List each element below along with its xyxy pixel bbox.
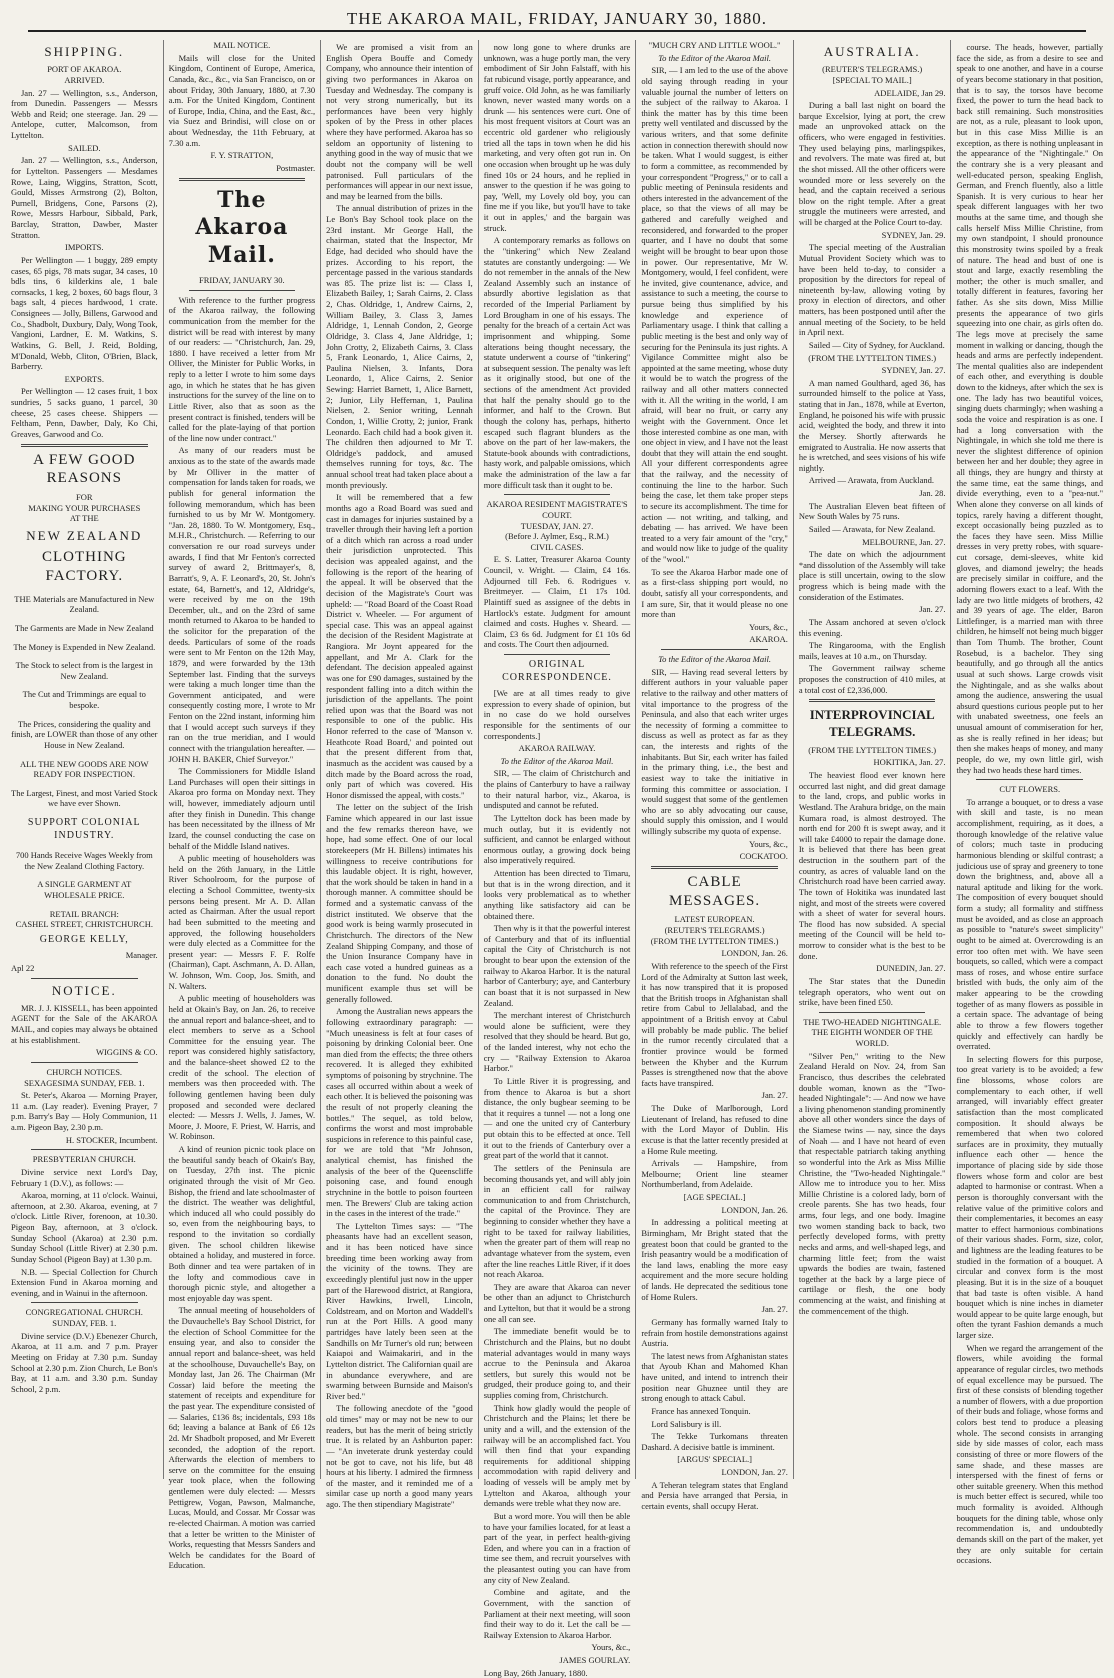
congregational-sunday: SUNDAY, FEB. 1. <box>52 1318 117 1328</box>
railway-heading: AKAROA RAILWAY. <box>518 743 596 754</box>
cable-heading: CABLE MESSAGES. <box>669 873 761 909</box>
news-item: The Australian Eleven beat fifteen of New South Wales by 75 runs. <box>798 500 946 522</box>
dateline: HOKITIKA, Jan. 27. <box>873 757 946 768</box>
congregational-heading: CONGREGATIONAL CHURCH. <box>25 1307 143 1318</box>
latest-heading: LATEST EUROPEAN. <box>674 914 755 925</box>
masthead-rule <box>28 30 1086 32</box>
presbyterian-list: Akaroa, morning, at 11 o'clock. Wainui, afternoon, at 2.30. Akaroa, evening, at 7 o'clock. Little River, forenoon, at 10.30. Pigeon Bay, afternoon, at 3 o'clock. Sunday School (Akaroa) at 2.30 p.m. Sunday School (Little River) at 2.30 p.m. Sunday School (Pigeon Bay) at 1.30 p.m. <box>11 1190 158 1264</box>
cable-item: With reference to the speech of the First Lord of the Admiralty at Sutton last week, it has now transpired that it is proposed that the British troops in Afghanistan shall retire from Cabul to Jellalabad, and the appointment of a British envoy at Cabul will probably be made public. The belief in the rumor recently circulated that a frontier province would be formed between the Khyber and the Kurrum Passes is strengthened now that the above facts have transpired. <box>641 960 788 1088</box>
australia-heading: AUSTRALIA. <box>823 44 921 59</box>
letter-paragraph: The Lyttelton dock has been made by much outlay, but it is evidently not sufficient, and cannot be enlarged without enormous outlay, a growing dock being also imperatively required. <box>483 812 631 866</box>
ad-reason-7: ALL THE NEW GOODS ARE NOW READY FOR INSPECTION. <box>20 758 149 780</box>
article-paragraph: now long gone to where drunks are unknown, was a huge portly man, the very embodiment of Sir John Falstaff, with his fat rubicund visage, portly appearance, and gruff voice. Old John, as he was familiarly known, never wasted many words on a drunk — his sentences were curt. One of his most frequent visitors at Court was an eccentric old gardener who religiously tried all the taps in town when he did his marketing, and very often got run in. On one occasion when brought up he was duly fined 10s or 24 hours, and he replied in answer to the question if he was going to pay, 'Well, my Lovely old boy, you can fine me if you like, but you'll have to take it out in apples,' and the bargain was struck. <box>483 42 631 233</box>
column-4 <box>479 40 637 1678</box>
source-line: (FROM THE LYTTELTON TIMES.) <box>650 935 779 946</box>
ad-for: FOR <box>76 492 93 502</box>
news-item: The Government railway scheme proposes the construction of 410 miles, at a total cost of £2,336,000. <box>798 663 946 695</box>
mail-notice-signature: F. Y. STRATTON, <box>210 150 274 161</box>
age-special: [AGE SPECIAL.] <box>683 1192 746 1202</box>
church-text: St. Peter's, Akaroa — Morning Prayer, 11 a.m. (Lay reader). Evening Prayer, 7 p.m. Barry's Bay — Holy Communion, 11 a.m. Pigeon Bay, 2.30 p.m. <box>11 1090 158 1132</box>
ad-firm-line1: NEW ZEALAND <box>26 527 143 543</box>
dateline: Jan. 27. <box>761 1304 788 1315</box>
letter-paragraph: SIR, — I am led to the use of the above old saying through reading in your valuable journal the number of letters on the subject of the railway to Akaroa. I think the matter has by this time been pretty well ventilated and discussed by the various writers, and that some definite action in connection therewith should now be taken. What I would suggest, is either to form a committee, as recommended by your correspondent "Progress," or to call a public meeting of Peninsula residents and others interested in the advancement of the place, so that the views of all may be gathered and carefully weighed and reconsidered, and forwarded to the proper quarter, and I have no doubt that some weight will be brought to bear upon those in power. Our representative, Mr W. Montgomery, would, I feel confident, were he invited, give countenance, advice, and assistance to such a meeting, the course to pursue being thus simplified by his knowledge and experience of Parliamentary usage. I think that calling a public meeting is the best and only way of securing for the Peninsula its just rights. A Vigilance Committee might also be appointed at the same meeting, whose duty it would be to watch the progress of the railway and all other matters connected with it. All the writing in the world, I am afraid, will bear no fruit, or carry any weight with the Government. Once let those interested combine as one man, with one object in view, and I have not the least doubt that they will attain the end sought. All your different correspondents agree that the railway, and the necessity of continuing the line to the harbor. Such being the case, let them take proper steps to secure its accomplishment. The time for action — not writing, and talking, and debating — has arrived. We have been treated to a very fair amount of the "cry," and would now like to judge of the quality of the "wool." <box>641 65 788 564</box>
court-before: (Before J. Aylmer, Esq., R.M.) <box>505 531 609 542</box>
divider <box>661 649 768 650</box>
paper-nameplate: The Akaroa Mail. <box>195 186 289 268</box>
column-2 <box>164 40 322 1571</box>
church-heading: CHURCH NOTICES. <box>46 1066 123 1077</box>
news-item: The Ringarooma, with the English mails, leaves at 10 a.m., on Thursday. <box>798 640 946 661</box>
reuter-line: (REUTER'S TELEGRAMS.) <box>822 64 923 75</box>
article-paragraph: In selecting flowers for this purpose, too great variety is to be avoided; a few fine blossoms, whose colors are complementary to each other, if well arranged, will invariably effect greater satisfaction than the most complicated composition. It should always be remembered that when two colored surfaces are in proximity, they mutually influence each other — hence the importance of placing side by side those flowers whose form and color are best adapted to harmonise or contrast. When a person is thoroughly conversant with the relative value of the primitive colors and their complementaries, it becomes an easy matter to effect harmonious combinations of their various shades. Form, size, color, and lightness are the leading features to be studied in the formation of a bouquet. A circular and convex form is the most pleasing. But it is in the size of a bouquet that bad taste is often visible. A hand bouquet which is nine inches in diameter would appear to be quite large enough, but often the tyrant Fashion demands a much larger size. <box>956 1053 1104 1340</box>
news-item: During a ball last night on board the barque Excelsior, lying at port, the crew made an unprovoked attack on the officers, who were engaged in festivities. They used belaying pins, marlingspikes, and revolvers. The mate was fired at, but the shot missed. All the other officers were wounded more or less severely on the head, and the captain received a serious blow on the right temple. After a great struggle the mutineers were arrested, and will be charged at the Police Court to-day. <box>798 100 946 227</box>
ad-reason-4: The Stock to select from is the largest in New Zealand. <box>15 660 153 681</box>
letter-paragraph: SIR, — Having read several letters by different authors in your valuable paper relative to the railway and other matters of vital importance to the progress of the Peninsula, and also that each writer urges the necessity of forming a committee to discuss as well as protect as far as they can, the interests and rights of the inhabitants. But Sir, each writer has failed in the primary thing, i.e., the best and easiest way to take the initiative in forming this committee or association. I would suggest that some of the gentlemen who are so ably advocating our cause, should supply this omission, and I would willingly subscribe my quota of expense. <box>641 666 788 836</box>
divider <box>504 494 611 495</box>
news-item: Arrived — Arawata, from Auckland. <box>808 475 934 486</box>
argus-special: [ARGUS' SPECIAL.] <box>677 1454 752 1465</box>
news-item: The special meeting of the Australian Mutual Provident Society which was to have been held to-day, to consider a proposition by the directors for repeal of nineteenth by-law, allowing voting by proxy in election of directors, and other matters, has been postponed until after the annual meeting of the Society, to be held in April next. <box>798 242 946 338</box>
dateline: SYDNEY, Jan. 29. <box>881 229 946 240</box>
letter-signoff: Yours, &c., <box>749 838 788 849</box>
nightingale-text-continued: course. The heads, however, partially face the side, as from a desire to see and speak to one another, and have in a course of years become stationary in that position, that is to say, the torsos have become fixed, the power to turn the head back to back still remaining. Such monstrosities are not, as a rule, pleasant to look upon, but in this case Miss Millie is an exception, as there is nothing unpleasant in the appearance of the "Nightingale." On the contrary she is a very pleasant and well-educated person, speaking English, German, and French fluently, also a little Spanish. It is very curious to hear her speak different languages with her two mouths at the same time, and though she calls herself Miss Millie Christine, from my own standpoint, I should pronounce this monstrosity twins spoiled by a freak of nature. The head and bust of one is stout and large, exactly resembling the mother; the other is much smaller, and totally different in features, favoring her father. As she sits down, Miss Millie presents the appearance of two girls squeezing into one chair, as girls often do. The legs move at precisely the same moment in walking or dancing, though the heads and arms are perfectly independent. The mental qualities also are independent of each other, and everything is double down to the kidneys, after which the sex is one. The lady has two beautiful voices, singing duets charmingly; when washing a soda the voice and respiration is as one. I had a long conversation with the Nightingale, in which she told me there is never the slightest difference of opinion between her and her double; they agree in all things, they are hungry and thirsty at the same time, eat the same things, and divide everything, even to a "pea-nut." When alone they converse on all kinds of topics, rarely having a different thought, except occasionally being puzzled as to the faces they have seen. Miss Millie dresses in very pretty robes, with square-cut corsage, demi-sleeves, white kid gloves, and diamond jewelry; the heads are precisely similar in coiffure, and the adorning flowers exact to a leaf. With the lady are two little midgets of brothers, 42 and 39 years of age. The elder, Baron Littlefinger, is a married man with three children, he himself not being much bigger than Tom Thumb. The brother, Count Rosebud, is a bachelor. They sing beautifully, and go through all the antics usual at such shows. Large crowds visit the Nightingale, and as she walks about among the audience, answering the usual absurd questions curious people put to her with unabated sweetness, one feels an unusual amount of commiseration for her, as she is really refined in her ideas; but then she makes heaps of money, and many people, do we, my own little girl, wish they had two heads these hard times. <box>956 42 1104 775</box>
ad-manager-title: Manager. <box>125 950 158 961</box>
dateline: LONDON, Jan. 26. <box>721 1204 788 1215</box>
divider <box>504 654 611 655</box>
ad-support: SUPPORT COLONIAL INDUSTRY. <box>27 817 141 841</box>
column-1 <box>6 40 164 1479</box>
dateline: SYDNEY, Jan. 27. <box>881 365 946 376</box>
paper-date: FRIDAY, JANUARY 30. <box>199 275 285 285</box>
church-signature: H. STOCKER, Incumbent. <box>65 1134 158 1145</box>
notice-heading: NOTICE. <box>51 982 117 998</box>
letter-heading: "MUCH CRY AND LITTLE WOOL." <box>648 40 781 50</box>
mail-notice-text: Mails will close for the United Kingdom, Continent of Europe, America, Canada, &c., &c., via San Francisco, on or about Friday, 30th January, 1880, at 7.30 a.m. For the United Kingdom, Continent of Europe, India, China, and the East, &c., via Suez and Brindisi, will close on or about Wednesday, the 11th February, at 7.30 a.m. <box>168 52 316 148</box>
ad-manager: GEORGE KELLY, <box>39 933 129 945</box>
letter-paragraph: The immediate benefit would be to Christchurch and the Plains, but no doubt material advantages would in many ways accrue to the Peninsula and Akaroa settlers, but surely this would not be grudged, their produce going to, and their supplies coming from, Christchurch. <box>483 1326 631 1400</box>
shipping-heading: SHIPPING. <box>44 44 125 59</box>
news-item: The Star states that the Dunedin telegraph operators, who went out on strike, have been fined £50. <box>798 975 946 1008</box>
port-heading: PORT OF AKAROA. <box>47 64 122 75</box>
cable-item: The Tekke Turkomans threaten Dashard. A decisive battle is imminent. <box>641 1431 788 1452</box>
ad-address: CASHEL STREET, CHRISTCHURCH. <box>15 919 153 930</box>
cable-item: France has annexed Tonquin. <box>651 1405 751 1416</box>
cable-item: The latest news from Afghanistan states that Ayoub Khan and Mahomed Khan have united, and intend to intrench their position near Ghuznee until they are strong enough to attack Cabul. <box>641 1350 788 1404</box>
congregational-text: Divine service (D.V.) Ebenezer Church, Akaroa, at 11 a.m. and 7 p.m. Prayer Meeting on Friday at 7.30 p.m. Sunday School at 2.30 p.m. Zion Church, Le Bon's Bay, at 11 a.m. and 3.30 p.m. Sunday School, 2 p.m. <box>11 1330 158 1394</box>
exports-heading: EXPORTS. <box>64 373 104 384</box>
letter-paragraph: Combine and agitate, and the Government, with the sanction of Parliament at their next meeting, will soon find their way to do it. Let the call be — Railway Extension to Akaroa Harbor. <box>483 1587 631 1640</box>
imports-heading: IMPORTS. <box>65 242 104 253</box>
church-sunday: SEXAGESIMA SUNDAY, FEB. 1. <box>24 1077 145 1088</box>
article-paragraph: Among the Australian news appears the following extraordinary paragraph: — "Much uneasiness is felt at four cases of poisoning by drinking Colonial beer. One man died from the effects; the three others recovered. It is alleged they exhibited symptoms of poisoning by strychnine. The cases all occurred within about a week of each other. It is believed the poisoning was the result of not properly cleaning the bottles." The sequel, as told below, confirms the worst and most improbable suspicions in reference to this painful case, for we are told that "Mr Johnson, analytical chemist, has finished the analysis of the beer of the Queenscliffe poisoning case, and found enough strychnine in the bottle to poison fourteen men. The Brewers' Club are taking action in the cases in the interest of the trade." <box>326 1006 473 1219</box>
letter-paragraph: To Little River it is progressing, and from thence to Akaroa is but a short distance, the only bugbear seeming to be that it requires a tunnel — not a long one — and one the united cry of Canterbury put obtain this to be effected at once. Tell it out to the friends of Canterbury over a great part of the world that it cannot. <box>483 1075 631 1161</box>
ad-heading: A FEW GOOD REASONS <box>33 451 136 487</box>
divider <box>809 699 936 702</box>
column-7 <box>951 40 1108 1566</box>
article-paragraph: When we regard the arrangement of the flowers, while avoiding the formal appearance of regular circles, two methods of equal excellence may be pursued. The first of these consists of blending together a number of flowers, with a due proportion of their buds and foliage, whose forms and colors best tend to produce a pleasing whole. The second consists in arranging side by side masses of color, each mass consisting of three or more flowers of the same shade, and these masses are interspersed with the finest of ferns or other suitable greenery. When this method is much better effect is secured, while too much formality is avoided. Although bouquets for the dining table, whose only recommendation is, and undoubtedly demands skill on the part of the maker, yet they are only suitable for certain occasions. <box>956 1342 1104 1566</box>
letter-dateline: Long Bay, 26th January, 1880. <box>483 1667 588 1678</box>
divider <box>651 866 778 869</box>
article-paragraph: A kind of reunion picnic took place on the beautiful sandy beach of Okain's Bay, on Tuesday, 27th inst. The picnic originated through the visit of Mr Geo. Bishop, the friend and late schoolmaster of the district. The weather was delightful, which induced all who could possibly do so, even from the neighbouring bays, to respond to the invitation so cordially given. The school children likewise obtained a holiday, and mustered in force. Both dinner and tea were partaken of in the lofty and commodious cave in thorough picnic style, and altogether a most enjoyable day was spent. <box>168 1144 316 1303</box>
article-paragraph: The Commissioners for Middle Island Land Purchases will open their sittings in Akaroa pro forma on Monday next. They will, however, immediately adjourn until after they finish in Dunedin. This change has been necessitated by the illness of Mr Izard, the counsel conducting the case on behalf of the Middle Island natives. <box>168 766 316 851</box>
ad-firm-line2: CLOTHING FACTORY. <box>41 549 127 584</box>
ad-date: Apl 22 <box>11 962 35 973</box>
cut-flowers-heading: CUT FLOWERS. <box>999 784 1061 795</box>
letter-paragraph: They are aware that Akaroa can never be other than an adjunct to Christchurch and Lyttelton, but that it would be a strong one all can see. <box>483 1281 631 1324</box>
divider <box>31 978 138 979</box>
dateline: Jan. 27. <box>761 1090 788 1101</box>
article-paragraph: As many of our readers must be anxious as to the state of the awards made by Mr Olliver in the matter of compensation for lands taken for roads, we publish for general information the following memorandum, which has been furnished to us by Mr W. Montgomery. "Jan. 28, 1880. To W. Montgomery, Esq., M.H.R., Christchurch. — Referring to our conversation re our road surveys under awards, I find that Mr Fenton's corrected survey of award 2, Brittmayer's, 8, Barratt's, 9, A. F. Leonard's, 20, St. John's estate, 64, Barnett's, and 12, Aldridge's, were received by me on the 19th December, ult., and on the 23rd of same month returned to Akaroa to be handed to the solicitor for the preparation of the deeds. Particulars of some of the roads were sent to Mr Fenton on the 12th May, 1879, and were forwarded by the 13th September last. Finding that the surveys were taking a much longer time than the Government anticipated, and were consequently costing more, I wrote to Mr Fenton on the 22nd instant, informing him that I would accept such surveys if they ran on the true meridian, and I would connect with the triangulation hereafter. — JOHN H. BAKER, Chief Surveyor." <box>168 445 316 764</box>
dateline: Jan. 28. <box>919 488 946 498</box>
exports-text: Per Wellington — 12 cases fruit, 1 box sundries, 5 sacks guano, 1 parcel, 30 cheese, 25 cases cheese. Shippers — Feltham, Penn, Dawber, Daly, Ko Chi, Greaves, Garwood and Co. <box>11 386 158 439</box>
letter-signature: COCKATOO. <box>739 851 788 862</box>
article-paragraph: The following anecdote of the "good old times" may or may not be new to our readers, but has the merit of being strictly true. It is related by an Ashburton paper: — "An inveterate drunk yesterday could not be got to cave, not his life, but 48 hours at his liberty. I admired the firmness of the master, and it reminded me of a similar case up north a good many years ago. The then stipendiary Magistrate" <box>326 1403 473 1509</box>
ad-reason-8: The Largest, Finest, and most Varied Stock we have ever Shown. <box>11 787 158 809</box>
ad-reason-3: The Money is Expended in New Zealand. <box>13 641 156 652</box>
dateline: LONDON, Jan. 27. <box>721 1467 788 1477</box>
notice-text: MR. J. J. KISSELL, has been appointed AGENT for the Sale of the AKAROA MAIL, and copies may always be obtained at his establishment. <box>11 1002 158 1045</box>
dateline: LONDON, Jan. 26. <box>721 948 788 959</box>
dateline: DUNEDIN, Jan. 27. <box>876 963 946 974</box>
imports-text: Per Wellington — 1 buggy, 289 empty cases, 65 pigs, 78 mats sugar, 34 cases, 10 bdls tins, 6 kilderkins ale, 1 bale cornsacks, 1 keg, 2 boxes, 60 bags flour, 3 bags salt, 4 pieces hardwood, 1 crate. Consignees — Jolly, Billens, Garwood and Co., Shadbolt, Duxbury, Daly, Wong Took, Vangioni, Lardner, E. M. Watkins, S. Watkins, G. Bell, J. Reid, Bolding, M'Donald, Webb, Cliton, O'Brien, Black, Barberry. <box>11 254 158 372</box>
presbyterian-heading: PRESBYTERIAN CHURCH. <box>32 1154 136 1165</box>
railway-to-editor: To the Editor of the Akaroa Mail. <box>500 755 614 766</box>
article-paragraph: The annual distribution of prizes in the Le Bon's Bay School took place on the 23rd instant. Mr George Hall, the chairman, stated that the Inspector, Mr Edge, had decided who should have the prizes. According to his report, the percentage passed in the various standards was 85. The prize list is: — Class I, Elizabeth Bailey, 1; Sarah Cairns, 2. Class 2, Chas. Oldridge, 1, Andrew Cairns, 2, William Bailey, 3. Class 3, James Aldridge, 1, Lennah Condon, 2, George Oldridge, 3. Class 4, Jane Aldridge, 1; John Crotty, 2, Elizabeth Cairns, 3. Class 5, Frank Leonardo, 1, Alice Cairns, 2, Paulina Nielsen, 3. Infants, Dora Leonardo, 1, Alice Cairns, 2. Senior Sewing: Harriet Barnett, 1, Alice Barnett, 2; Junior, Lily Heffernan, 1, Paulina Nielsen, 2. Senior writing, Lennah Condon, 1, Willie Crotty, 2; junior, Frank Leonardo. Each child had a book given it. The children then adjourned to Mr T. Oldridge's paddock, and amused themselves running for toys, &c. The annual school treat had taken place about a month previously. <box>326 203 473 490</box>
clothing-factory-ad <box>11 451 158 974</box>
source-line: (FROM THE LYTTELTON TIMES.) <box>808 744 937 755</box>
letter-paragraph: SIR, — The claim of Christchurch and the plains of Canterbury to have a railway to their natural harbor, viz., Akaroa, is undisputed and cannot be refuted. <box>483 768 631 811</box>
article-paragraph: A contemporary remarks as follows on the "tinkering" which New Zealand statutes are constantly undergoing: — We do not remember in the annals of the New Zealand Assembly such an instance of absurdly abortive legislation as that recorded of the Imperial Parliament by Lord Brougham in one of his essays. The penalty for the breach of a certain Act was imprisonment and whipping. Some alterations being thought necessary, the statute underwent a course of "tinkering" at subsequent session. The penalty was left as it originally stood, but one of the sections of the amendment Act provided that half the penalty should go to the informer, and half to the Crown. But though the colony has, perhaps, hitherto escaped such flagrant blunders as the above on the part of her law-makers, the Statute-book abounds with contradictions, hasty work, and palpable omissions, which make the administration of the law a far more difficult task than it ought to be. <box>483 235 631 490</box>
divider <box>31 1302 138 1303</box>
ad-at: AT THE <box>69 513 99 524</box>
article-paragraph: We are promised a visit from an English Opera Bouffe and Comedy Company, who announce their intention of giving two performances in Akaroa on Tuesday and Wednesday. The company is not very strong numerically, but its performances have been very highly spoken of by the Press in other places where they have performed. Akaroa has so seldom an opportunity of listening to anything good in the way of music that we doubt not the company will be well patronised. Full particulars of the performances will appear in our next issue, and may be learned from the bills. <box>326 42 473 201</box>
special-line: [SPECIAL TO MAIL.] <box>832 74 912 85</box>
divider <box>976 779 1083 780</box>
divider <box>31 1062 138 1063</box>
letter-to-editor: To the Editor of the Akaroa Mail. <box>658 654 771 664</box>
presbyterian-note: N.B. — Special Collection for Church Extension Fund in Akaroa morning and evening, and in Wainui in the afternoon. <box>11 1266 158 1298</box>
dateline: MELBOURNE, Jan. 27. <box>862 536 946 547</box>
article-paragraph: The Lyttelton Times says: — "The pheasants have had an excellent season, and it has been noticed have since breeding time been working away from the vicinity of the towns. They are exceedingly plentiful just now in the upper part of the Harewood district, at Rangiora, River Hawkins, Irwell, Lincoln, Coldstream, and on Morton and Waddell's run at the Port Hills. A good many partridges have lately been seen at the Sandhills on Mr Turner's old run; between Kaiapoi and Waimakariri, and in the Lyttelton district. The Californian quail are in abundance everywhere, and are swarming between Burnside and Maison's River bed." <box>326 1220 473 1401</box>
letter-signature: AKAROA. <box>749 634 788 645</box>
ad-reason-1: THE Materials are Manufactured in New Zealand. <box>14 593 155 615</box>
court-text: E. S. Latter, Treasurer Akaroa County Council, v. Wright. — Claim, £4 16s. Adjourned till Feb. 6. Rodrigues v. Breitmeyer. — Claim, £1 17s 10d. Plaintiff sued as assignee of the debts in Hartlock's estate. Judgment for amount claimed and costs. Hughes v. Sheard. — Claim, £3 6s 6d. Judgment for £1 10s 6d and costs. The Court then adjourned. <box>483 554 631 650</box>
letter-paragraph: To see the Akaroa Harbor made one of as a first-class shipping port would, no doubt, satisfy all your correspondents, and I am sure, Sir, that it would please no one more than <box>641 566 788 620</box>
arrived-text: Jan. 27 — Wellington, s.s., Anderson, from Dunedin. Passengers — Messrs Webb and Reid; one steerage. Jan. 29 — Antelope, cutter, Malcomson, from Lyttelton. <box>11 87 158 140</box>
news-item: The heaviest flood ever known here occurred last night, and did great damage to the land, crops, and public works in Westland. The Arahura bridge, on the main Kumara road, is almost destroyed. The north end for 200 ft is swept away, and it will take £4000 to repair the damage done. It is believed that there has been great destruction in the southern part of the country, as acres of valuable land on the Christchurch road have been carried away. The town of Hokitika was inundated last night, and most of the streets were covered with a sheet of water for several hours. The flood has now subsided. A special meeting of the Council will be held to-morrow to consider what is the best to be done. <box>798 770 946 961</box>
interprovincial-heading: INTERPROVINCIAL TELEGRAMS. <box>809 707 935 739</box>
cable-item: A Teheran telegram states that England and Persia have arranged that Persia, in certain events, shall occupy Herat. <box>641 1479 788 1511</box>
letter-paragraph: The settlers of the Peninsula are becoming thousands yet, and will ably join in an efficient call for railway communication to and from Christchurch, the capital of the Province. They are beginning to consider whether they have a right to be taxed for railway liabilities, when the greater part of them will reap no advantage whatever from the system, even after the line reaches Little River, if it does not reach Akaroa. <box>483 1162 631 1280</box>
article-paragraph: A public meeting of householders was held on the 26th January, in the Little River Schoolroom, for the purpose of electing a School Committee, twenty-six persons being present. Mr A. D. Allan acted as Chairman. After the usual report had been submitted to the meeting and approved, the following householders were duly elected as a Committee for the present year: — Messrs F. F. Rolfe (Chairman), Capt. Aschmann, A. D. Allan, W. Johnson, Wm. Coop, Jos. Smith, and N. Walters. <box>168 853 316 991</box>
news-item: The date on which the adjournment *and dissolution of the Assembly will take place is still uncertain, owing to the slow progress which is being made with the consideration of the Estimates. <box>798 549 946 602</box>
letter-signature: JAMES GOURLAY. <box>559 1655 631 1665</box>
divider <box>179 178 306 181</box>
court-date: TUESDAY, JAN. 27. <box>520 520 594 531</box>
news-item: Sailed — Arawata, for New Zealand. <box>808 523 936 534</box>
notice-signature: WIGGINS & CO. <box>95 1047 158 1058</box>
article-paragraph: A public meeting of householders was held at Okain's Bay, on Jan. 26, to receive the annual report and balance-sheet, and to elect members to serve as a School Committee for the ensuing year. The report was considered highly satisfactory, and the balance-sheet showed £2 to the credit of the school. The election of members was then proceeded with. The following gentlemen having been duly proposed and seconded were declared elected: — Messrs J. Wells, J. James, W. Moore, J. Moore, F. Priest, W. Harris, and W. Robinson. <box>168 993 316 1142</box>
letter-signoff: Yours, &c., <box>749 621 788 632</box>
article-paragraph: With reference to the further progress of the Akaroa railway, the following communication from the member for the district will be read with interest by many of our readers: — "Christchurch, Jan. 29, 1880. I have received a letter from Mr Olliver, the Minister for Public Works, in reply to a letter I wrote to him some days ago, in which he states that he has given instructions for the survey of the line on to Little River, also that as soon as the present contract is finished, tenders will be called for the plate-laying of that portion of the line now under contract." <box>168 294 316 443</box>
presbyterian-intro: Divine service next Lord's Day, February 1 (D.V.), as follows: — <box>11 1166 158 1188</box>
cable-item: Lord Salisbury is ill. <box>651 1418 722 1429</box>
letter-paragraph: The merchant interest of Christchurch would alone be sufficient, were they resolved that they should be heard. But go, of the landed interest, why not echo the cry — "Railway Extension to Akaroa Harbor." <box>483 1010 631 1074</box>
letter-paragraph: Then why is it that the powerful interest of Canterbury and that of its influential capital the City of Christchurch is not brought to bear upon the extension of the railway to Akaroa Harbor. It is the natural harbor of Canterbury; aye, and Canterbury can boast that it is not surpassed in New Zealand. <box>483 923 631 1008</box>
article-paragraph: The annual meeting of householders of the Duvauchelle's Bay School District, for the election of School Committee for the ensuing year, and also to consider the annual report and balance-sheet, was held at the schoolhouse, Duvauchelle's Bay, on Monday last, Jan 26. The Chairman (Mr Cossar) laid before the meeting the statement of receipts and expenditure for the past year. The expenditure consisted of — Salaries, £136 8s; incidentals, £93 18s 6d; leaving a balance at Bank of £6 12s 2d. Mr Shadbolt proposed, and Mr Everett seconded, the adoption of the report. Afterwards the election of members to serve on the committee for the ensuing year took place, when the following gentlemen were duly elected: — Messrs Pettigrew, Vogan, Pawson, Malmanche, Lucas, Mould, and Cossar. Mr Cossar was re-elected Chairman. A motion was carried that a letter be written to the Minister of Works, requesting that Messrs Sanders and Welch be candidates for the Board of Education. <box>168 1305 316 1571</box>
arrived-heading: ARRIVED. <box>64 74 105 85</box>
article-paragraph: The letter on the subject of the Irish Famine which appeared in our last issue and the few remarks thereon have, we hope, had some effect. One of our local storekeepers (Mr H. Billens) intimates his willingness to receive contributions for this laudable object. It is right, however, that the work should be taken in hand in a thorough manner. A committee should be formed and a systematic canvass of the district instituted. We observe that the good work is being warmly prosecuted in Christchurch. The directors of the New Zealand Shipping Company, and those of the Union Insurance Company have in each case voted a hundred guineas as a donation to the fund. No doubt the munificent example thus set will be generally followed. <box>326 802 473 1004</box>
ad-making: MAKING YOUR PURCHASES <box>28 502 141 513</box>
sailed-heading: SAILED. <box>68 142 101 153</box>
dateline: Jan. 27. <box>919 604 946 615</box>
cable-item: The Duke of Marlborough, Lord Lieutenant of Ireland, has refused to dine with the Lord Mayor of Dublin. His excuse is that the latter recently presided at a Home Rule meeting. <box>641 1103 788 1156</box>
dateline: ADELAIDE, Jan 29. <box>874 87 946 98</box>
columns <box>6 40 1108 1678</box>
divider <box>21 444 148 447</box>
court-civil: CIVIL CASES. <box>530 541 584 552</box>
court-heading: AKAROA RESIDENT MAGISTRATE'S COURT. <box>486 499 628 520</box>
nightingale-text: "Silver Pen," writing to the New Zealand Herald on Nov. 24, from San Francisco, thus describes the celebrated double woman, known as the "Two-headed Nightingale": — And now we have a living phenomenon standing prominently above all other wonders since the days of the Siamese twins — nay, since the days of Noah — and I have not heard of even that respectable patriarch taking anything so wonderful into the Ark as Miss Millie Christine, the "Two-headed Nightingale." Allow me to introduce you to her. Miss Millie Christine is a colored lady, born of creole parents. She has two heads, four arms, four legs, and one body. Imagine two women standing back to back, two perfectly developed forms, with pretty necks and arms, and well-shaped legs, and charming little feet; from the waist upwards the bodies are twain, fastened together at the back by a large piece of cartilage or flesh, the one body commencing at the waist, and finishing at the commencement of the thigh. <box>798 1050 946 1316</box>
cable-item: Germany has formally warned Italy to refrain from hostile demonstrations against Austria. <box>641 1316 788 1349</box>
news-item: The Assam anchored at seven o'clock this evening. <box>798 616 946 638</box>
divider <box>31 1149 138 1150</box>
reuter-line: (REUTER'S TELEGRAMS.) <box>664 925 765 935</box>
sailed-text: Jan. 27 — Wellington, s.s., Anderson, for Lyttelton. Passengers — Mesdames Rowe, Laing, Wiggins, Stratton, Scott, Gould, Misses Armstrong (2), Bolton, Purnell, Bridgens, Cone, Parsons (2), Rowe, Messrs Harbour, Sibbald, Park, Barclay, Stratton, Dawber, Master Stratton. <box>11 155 158 240</box>
letter-paragraph: Think how gladly would the people of Christchurch and the Plains; let there be unity and a will, and the extension of the railway will be an accomplished fact. You will then find that your expanding requirements for additional shipping accommodation with rapid delivery and loading of vessels will be amply met by Lyttelton and Akaroa, although your demands were treble what they now are. <box>483 1402 631 1509</box>
masthead <box>0 0 1114 38</box>
letter-signoff: Yours, &c., <box>591 1642 631 1653</box>
ad-single: A SINGLE GARMENT AT WHOLESALE PRICE. <box>37 879 132 900</box>
ad-hands: 700 Hands Receive Wages Weekly from the New Zealand Clothing Factory. <box>15 850 153 871</box>
divider <box>189 290 296 291</box>
letter-paragraph: But a word more. You will then be able to have your families located, for at least a part of the year, in perfect health-giving Eden, and where you can in a fraction of time see them, and recruit yourselves with the pleasantest outing you can have from any city of New Zealand. <box>483 1510 631 1585</box>
news-item: Sailed — City of Sydney, for Auckland. <box>808 339 945 350</box>
divider <box>819 1012 926 1013</box>
letter-to-editor: To the Editor of the Akaroa Mail. <box>658 52 771 63</box>
column-3 <box>321 40 479 1509</box>
nightingale-heading: THE TWO-HEADED NIGHTINGALE. <box>803 1016 942 1027</box>
mail-notice-heading: MAIL NOTICE. <box>213 40 271 50</box>
nightingale-subheading: THE EIGHTH WONDER OF THE WORLD. <box>811 1027 933 1048</box>
cable-item: Arrivals — Hampshire, from Melbourne; Orient line steamer Northumberland, from Adelaide. <box>641 1158 788 1190</box>
news-item: A man named Goulthard, aged 36, has surrounded himself to the police at Yass, stating that in Jan., 1878, while at Everton, England, he poisoned his wife with prussic acid, weighted the body, and threw it into the Mersey. Shortly afterwards he emigrated to Australia. He now asserts that he is wretched, and sees visions of his wife nightly. <box>798 377 946 473</box>
ad-reason-2: The Garments are Made in New Zealand <box>14 622 154 633</box>
masthead-title: THE AKAROA MAIL, FRIDAY, JANUARY 30, 1880. <box>346 9 768 28</box>
letter-paragraph: Attention has been directed to Timaru, but that is in the wrong direction, and it looks very problematical as to whether anything like satisfactory aid can be obtained there. <box>483 868 631 921</box>
mail-notice-signature-title: Postmaster. <box>276 162 316 173</box>
correspondence-note: [We are at all times ready to give expression to every shade of opinion, but in no case do we hold ourselves responsible for the sentiments of our correspondents.] <box>483 688 631 741</box>
article-paragraph: To arrange a bouquet, or to dress a vase with skill and taste, is no mean accomplishment, requiring, as it does, a thorough knowledge of the relative value of colors; much taste in producing harmonious blending or skilful contrast; a judicious use of spray and greenery to tone down the brightness, and, above all a natural aptitude and liking for the work. The composition of every bouquet should form a study; all formality and stiffness must be avoided, and as close an approach as possible to "nature's sweet simplicity" ought to be aimed at. Overcrowding is an error too often met with. We have seen bouquets, so called, which were a compact mass of roses, and whose entire surface bristled with buds, the only aim of the maker appearing to be the crowding together of as many flowers as possible in a certain space. The advantage of being able to throw a few flowers together quickly and effectively can hardly be overrated. <box>956 796 1104 1052</box>
article-paragraph: It will be remembered that a few months ago a Road Board was sued and cast in damages for injuries sustained by a traveller through their having left a portion of a ditch which ran across a road under their jurisdiction unprotected. This decision was appealed against, and the following is the report of the hearing of the appeal. It will be observed that the decision of the Magistrate's Court was upheld: — "Road Board of the Coast Road District v. Wheeler. — For argument of special case. This was an appeal against the decision of the Resident Magistrate at Rangiora. Mr Joynt appeared for the appellant, and Mr A. Clark for the defendant. The decision appealed against was one for £90 damages, sustained by the respondent falling into a ditch within the jurisdiction of the appellants. The point relied upon was that the Board was not responsible to one of the public. His Honor referred to the case of 'Manson v. Heathcote Road Board,' and pointed out that the present different from that, inasmuch as the accident was caused by a ditch made by the Board across the road, only part of which was covered. His Honor dismissed the appeal, with costs." <box>326 492 473 800</box>
ad-reason-6: The Prices, considering the quality and finish, are LOWER than those of any other House in New Zealand. <box>11 718 158 750</box>
cable-item: In addressing a political meeting at Birmingham, Mr Bright stated that the greatest boon that could be granted to the Irish peasantry would be a modification of the land laws, enabling the more easy acquirement and the more secure holding of lands. He deprecated the seditious tone of Home Rulers. <box>641 1217 788 1302</box>
column-6 <box>794 40 952 1479</box>
column-5 <box>636 40 794 1511</box>
ad-retail: RETAIL BRANCH: <box>49 908 119 919</box>
correspondence-heading: ORIGINAL CORRESPONDENCE. <box>502 659 612 683</box>
ad-reason-5: The Cut and Trimmings are equal to bespoke. <box>22 689 146 710</box>
source-line: (FROM THE LYTTELTON TIMES.) <box>808 352 937 363</box>
